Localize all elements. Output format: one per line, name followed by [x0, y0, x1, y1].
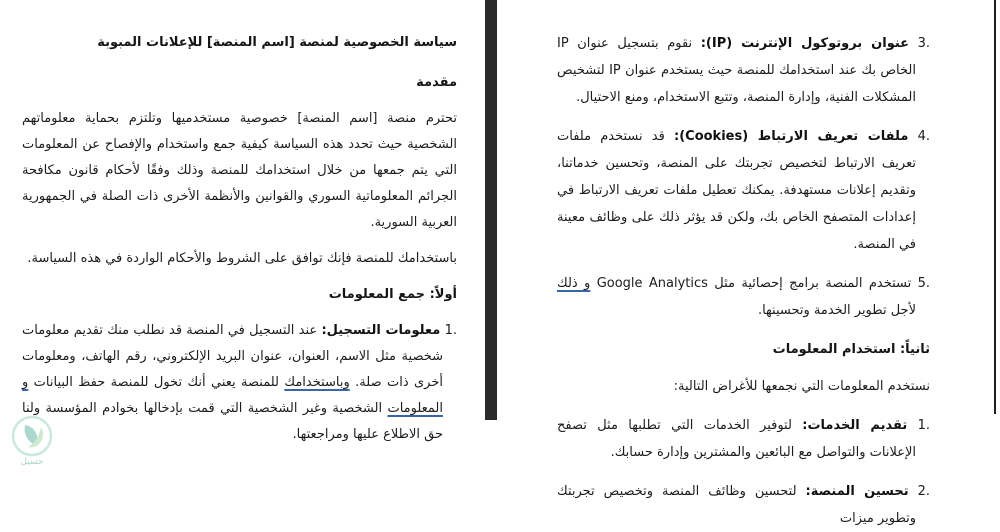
inserted-text: و المعلومات — [22, 375, 443, 416]
list-item-text: لتوفير الخدمات التي تطلبها مثل تصفح الإعلانات والتواصل مع البائعين والمشترين وإدارة حسابك. — [557, 418, 916, 460]
list-number: 1. — [444, 323, 457, 338]
watermark-text: حسيل — [20, 457, 44, 467]
list-item-registration-info — [22, 318, 457, 448]
inserted-text: وباستخدامك — [284, 375, 350, 390]
list-item-text: للمنصة يعني أنك تخول للمنصة حفظ البيانات — [28, 375, 285, 390]
list-number: 5. — [917, 276, 930, 291]
list-item-analytics — [557, 270, 930, 324]
list-number: 2. — [917, 484, 931, 499]
list-item-ip-address — [557, 30, 930, 111]
list-item-text: تستخدم المنصة برامج إحصائية مثل Google Analytics — [590, 276, 912, 291]
list-item-text: الشخصية وغير الشخصية التي قمت بإدخالها بخوادم المؤسسة ولنا حق الاطلاع عليها ومراجعتها. — [22, 401, 443, 442]
intro-heading: مقدمة — [416, 75, 457, 90]
list-item-text: قد نستخدم ملفات تعريف الارتباط لتخصيص تجربتك على المنصة، وتحسين خدماتنا، وتقديم إعلانات مستهدفة. يمكنك تعطيل ملفات تعريف الارتباط في إعدادات المتصفح الخاص بك، ولكن قد يؤثر ذلك على وظائف معينة في المنصة. — [557, 129, 916, 252]
list-item-text: عند التسجيل في المنصة قد نطلب منك تقديم معلومات شخصية مثل الاسم، العنوان، عنوان البريد الإلكتروني، رقم الهاتف، ومعلومات أخرى ذات صلة. — [22, 323, 443, 390]
document-title: سياسة الخصوصية لمنصة [اسم المنصة] للإعلانات المبوبة — [97, 35, 457, 50]
list-item-text: لأجل تطوير الخدمة وتحسينها. — [757, 303, 916, 318]
list-item-lead: عنوان بروتوكول الإنترنت (IP): — [700, 36, 910, 51]
list-item-text: نقوم بتسجيل عنوان IP الخاص بك عند استخدامك للمنصة حيث يستخدم عنوان IP لتشخيص المشكلات الفنية، وإدارة المنصة، وتتبع الاستخدام، ومنع الاحتيال. — [557, 36, 916, 105]
purposes-intro-line: نستخدم المعلومات التي نجمعها للأغراض التالية: — [673, 379, 930, 394]
list-item-lead: تقديم الخدمات: — [802, 418, 908, 433]
list-number: 4. — [917, 129, 930, 144]
list-item-improve-platform — [557, 478, 930, 532]
inserted-text: و ذلك — [557, 276, 591, 291]
page-divider-bar — [485, 0, 497, 420]
list-number: 1. — [917, 418, 930, 433]
list-item-text: لتحسين وظائف المنصة وتخصيص تجربتك وتطوير ميزات — [557, 484, 916, 526]
list-item-lead: ملفات تعريف الارتباط (Cookies): — [674, 129, 909, 144]
section2-heading: ثانياً: استخدام المعلومات — [772, 342, 930, 357]
section1-heading: أولاً: جمع المعلومات — [328, 287, 457, 302]
list-item-cookies — [557, 123, 930, 258]
agreement-line: باستخدامك للمنصة فإنك توافق على الشروط والأحكام الواردة في هذه السياسة. — [27, 251, 457, 266]
list-item-lead: معلومات التسجيل: — [321, 323, 441, 338]
intro-paragraph: تحترم منصة [اسم المنصة] خصوصية مستخدميها وتلتزم بحماية معلوماتهم الشخصية حيث تحدد هذه السياسة كيفية جمع واستخدام والإفصاح عن المعلومات التي يتم جمعها من خلال استخدامك للمنصة وذلك وفقًا لأحكام قانون مكافحة الجرائم المعلوماتية السوري والقوانين والأنظمة الأخرى ذات الصلة في الجمهورية العربية السورية. — [22, 111, 457, 230]
left-document-page — [0, 0, 485, 467]
right-document-page — [497, 0, 1000, 526]
list-number: 3. — [917, 36, 930, 51]
list-item-lead: تحسين المنصة: — [805, 484, 909, 499]
list-item-provide-services — [557, 412, 930, 466]
right-page-edge-line — [994, 0, 996, 414]
